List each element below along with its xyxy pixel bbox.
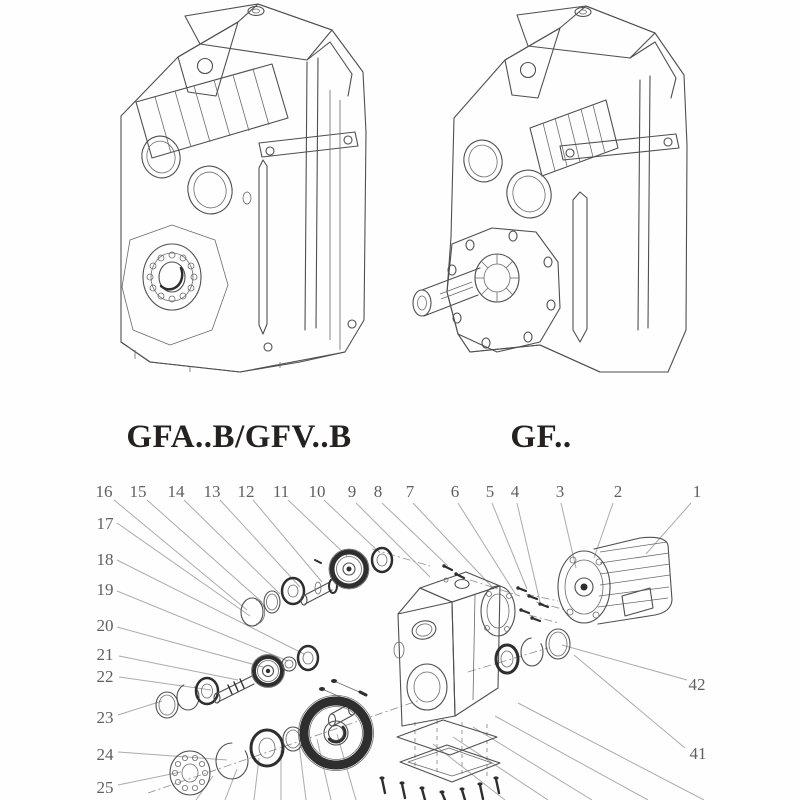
cover-bolts [379,776,499,800]
intermediate-gear [252,655,285,688]
output-shaft-assembly [170,696,374,796]
mounting-strap [259,132,358,157]
upper-bracket [505,28,560,98]
callout-18: 18 [96,550,114,569]
motor [558,537,672,624]
callout-17: 17 [96,514,114,533]
callout-22: 22 [96,667,114,686]
callout-42: 42 [688,675,706,694]
output-shaft [413,254,519,316]
callout-8: 8 [373,482,383,501]
input-gear [329,549,369,589]
flange-bolts [442,564,548,621]
output-seal-rings [496,629,570,673]
top-slab [517,6,655,58]
gasket [397,720,497,755]
callout-12: 12 [237,482,255,501]
model-label-right: GF.. [510,419,572,455]
model-label-left: GFA..B/GFV..B [126,419,352,455]
callout-24: 24 [96,745,114,764]
callout-10: 10 [308,482,326,501]
gear-housing [394,572,500,726]
leader-lines [114,500,704,800]
guard-column [259,160,267,334]
callout-14: 14 [167,482,185,501]
intermediate-shaft-assembly [156,646,366,726]
callout-9: 9 [347,482,357,501]
snap-ring [216,743,248,779]
callout-6: 6 [450,482,460,501]
callout-7: 7 [405,482,415,501]
exploded-view [114,500,704,800]
input-shaft-assembly [241,548,392,626]
callout-5: 5 [485,482,495,501]
callout-19: 19 [96,580,114,599]
bracket-hole [198,59,213,74]
right-gearbox-figure [413,6,687,372]
callout-3: 3 [555,482,565,501]
adapter-flange [481,586,515,636]
bottom-cover-assembly [379,720,500,800]
upper-bores [137,132,251,219]
cooling-fins [136,64,288,158]
guard-column [573,192,587,342]
callout-1: 1 [692,482,702,501]
callout-13: 13 [203,482,221,501]
callout-23: 23 [96,708,114,727]
callout-41: 41 [689,744,707,763]
callout-labels [96,482,707,797]
left-gearbox-figure [121,4,366,372]
callout-16: 16 [95,482,113,501]
output-bearing [122,225,228,345]
callout-11: 11 [272,482,290,501]
callout-25: 25 [96,778,114,797]
cooling-fins [530,100,618,176]
mounting-strap [560,134,679,160]
callout-21: 21 [96,645,114,664]
callout-2: 2 [613,482,623,501]
callout-15: 15 [129,482,147,501]
upper-bores [459,136,556,223]
callout-20: 20 [96,616,114,635]
callout-4: 4 [510,482,520,501]
output-bearing [251,730,283,766]
output-gear [299,696,374,771]
